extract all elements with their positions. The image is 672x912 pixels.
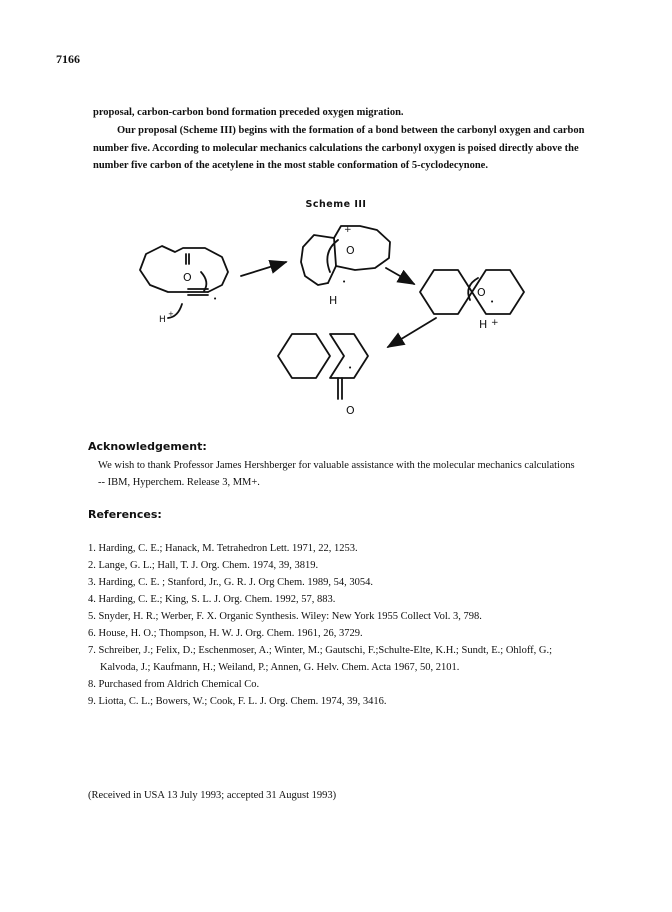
atom-oxygen-3: O bbox=[477, 286, 486, 299]
reaction-arrow-2 bbox=[386, 268, 414, 284]
radical-dot-2: • bbox=[342, 278, 347, 286]
page-number: 7166 bbox=[56, 52, 80, 66]
reaction-arrow-1 bbox=[241, 262, 286, 276]
atom-oxygen-2: O bbox=[346, 244, 355, 257]
radical-dot-3: • bbox=[490, 298, 495, 306]
proton-label: H bbox=[159, 315, 166, 325]
reference-item: 7. Schreiber, J.; Felix, D.; Eschenmoser, A.; Winter, M.; Gautschi, F.;Schulte-Elte, K.H.; Sundt, E.; Ohloff, G.; Kalvoda, J.; Kaufmann, H.; Weiland, P.; Annen, G. Helv. Chem. Acta 1967, 50, 2101. bbox=[88, 645, 552, 673]
atom-hydrogen-2: H bbox=[329, 294, 338, 307]
reference-item: 3. Harding, C. E. ; Stanford, Jr., G. R. J. Org Chem. 1989, 54, 3054. bbox=[88, 577, 374, 588]
reference-item: 5. Snyder, H. R.; Werber, F. X. Organic Synthesis. Wiley: New York 1955 Collect Vol. 3, 798. bbox=[88, 611, 482, 622]
scheme-title: Scheme III bbox=[305, 199, 367, 210]
reference-item: 4. Harding, C. E.; King, S. L. J. Org. Chem. 1992, 57, 883. bbox=[88, 594, 336, 605]
scheme-iii-diagram bbox=[0, 212, 672, 422]
paragraph-scheme-description: Our proposal (Scheme III) begins with the formation of a bond between the carbonyl oxygen and carbon number five. According to molecular mechanics calculations the carbonyl oxygen is poised directly above the number five carbon of the acetylene in the most stable conformation of 5-cyclodecynone. bbox=[93, 125, 585, 171]
references-heading: References: bbox=[88, 508, 162, 521]
radical-dot-1: • bbox=[213, 295, 218, 303]
reference-item: 9. Liotta, C. L.; Bowers, W.; Cook, F. L. J. Org. Chem. 1974, 39, 3416. bbox=[88, 696, 387, 707]
acknowledgement-text: We wish to thank Professor James Hershberger for valuable assistance with the molecular mechanics calculations -- IBM, Hyperchem. Release 3, MM+. bbox=[98, 460, 575, 488]
decalin-intermediate-molecule bbox=[420, 270, 524, 314]
reference-item: 1. Harding, C. E.; Hanack, M. Tetrahedron Lett. 1971, 22, 1253. bbox=[88, 543, 358, 554]
paragraph-continuation: proposal, carbon-carbon bond formation preceded oxygen migration. bbox=[93, 107, 404, 118]
atom-oxygen-4: O bbox=[346, 404, 355, 417]
octalone-product-molecule bbox=[278, 334, 368, 399]
cation-charge-2: + bbox=[344, 225, 352, 235]
received-dates: (Received in USA 13 July 1993; accepted 31 August 1993) bbox=[88, 790, 337, 801]
reference-item: 8. Purchased from Aldrich Chemical Co. bbox=[88, 679, 260, 690]
atom-oxygen-1: O bbox=[183, 271, 192, 284]
reaction-arrow-3 bbox=[388, 318, 436, 347]
reference-item: 2. Lange, G. L.; Hall, T. J. Org. Chem. 1974, 39, 3819. bbox=[88, 560, 319, 571]
cation-charge-3: + bbox=[491, 318, 499, 328]
reference-item: 6. House, H. O.; Thompson, H. W. J. Org. Chem. 1961, 26, 3729. bbox=[88, 628, 363, 639]
radical-dot-4: • bbox=[348, 364, 353, 372]
references-list bbox=[88, 540, 558, 710]
atom-hydrogen-3: H bbox=[479, 318, 488, 331]
proton-charge: + bbox=[168, 310, 174, 318]
acknowledgement-heading: Acknowledgement: bbox=[88, 440, 207, 453]
